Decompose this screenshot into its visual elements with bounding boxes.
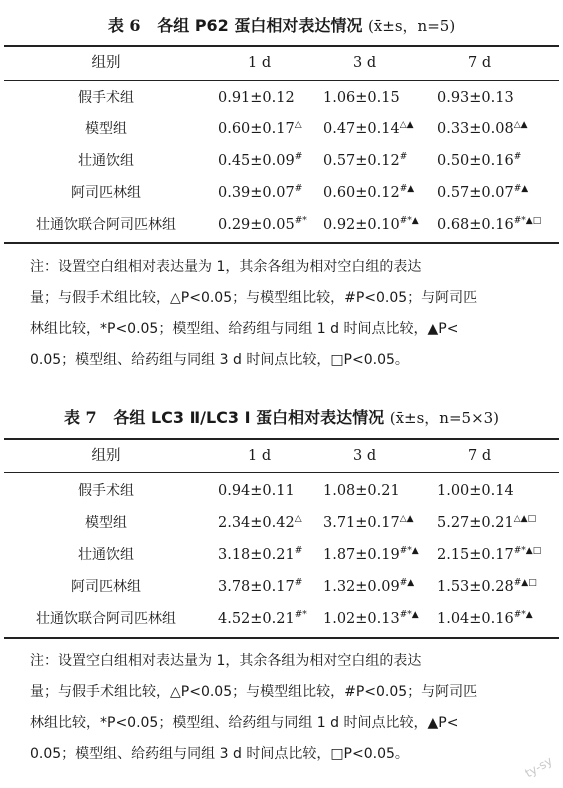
significance-mark: △▲ xyxy=(399,120,414,131)
header-day-3: 7 d xyxy=(468,55,492,71)
value-cell-d7 xyxy=(437,545,541,565)
significance-mark: △ xyxy=(294,514,302,525)
value: 1.04±0.16 xyxy=(437,611,514,627)
value-cell-d7 xyxy=(437,183,528,203)
significance-mark: # xyxy=(294,184,303,195)
value: 1.06±0.15 xyxy=(323,90,400,106)
row-group-label: 壮通饮联合阿司匹林组 xyxy=(36,217,176,233)
significance-mark: #*▲ xyxy=(399,610,419,621)
value: 0.60±0.12 xyxy=(323,185,400,201)
significance-mark: #▲ xyxy=(513,184,529,195)
significance-mark: △▲ xyxy=(513,120,528,131)
value: 2.15±0.17 xyxy=(437,547,514,563)
value-cell-d7 xyxy=(437,151,521,171)
value-cell-d3 xyxy=(323,151,407,171)
value-cell-d3 xyxy=(323,577,414,597)
value: 4.52±0.21 xyxy=(218,611,295,627)
value-cell-d1 xyxy=(218,215,307,235)
table6-title: 各组 P62 蛋白相对表达情况 xyxy=(157,16,363,35)
value: 0.29±0.05 xyxy=(218,217,295,233)
row-group-label: 阿司匹林组 xyxy=(71,185,141,201)
value-cell-d1 xyxy=(218,481,295,501)
row-group-label: 阿司匹林组 xyxy=(71,579,141,595)
value-cell-d1 xyxy=(218,183,302,203)
value-cell-d3 xyxy=(323,215,419,235)
value-cell-d1 xyxy=(218,88,295,108)
table7-bottom-rule xyxy=(4,637,559,639)
table7-note xyxy=(30,646,545,770)
row-group-label: 模型组 xyxy=(85,121,127,137)
significance-mark: # xyxy=(399,152,408,163)
value-cell-d1 xyxy=(218,577,302,597)
table6-number: 表 6 xyxy=(107,16,141,35)
value-cell-d7 xyxy=(437,577,537,597)
header-day-2: 3 d xyxy=(353,448,377,464)
header-day-2: 3 d xyxy=(353,55,377,71)
value-cell-d3 xyxy=(323,513,414,533)
note-line: 量；与假手术组比较，△P<0.05；与模型组比较，#P<0.05；与阿司匹 xyxy=(30,684,478,700)
value: 0.39±0.07 xyxy=(218,185,295,201)
value-cell-d1 xyxy=(218,151,302,171)
table6-note xyxy=(30,252,545,376)
header-day-3: 7 d xyxy=(468,448,492,464)
value-cell-d3 xyxy=(323,88,400,108)
note-line: 注：设置空白组相对表达量为 1，其余各组为相对空白组的表达 xyxy=(30,653,422,669)
value-cell-d1 xyxy=(218,119,302,139)
table7-caption xyxy=(0,405,563,428)
row-group-label: 壮通饮联合阿司匹林组 xyxy=(36,611,176,627)
table7-title: 各组 LC3 Ⅱ/LC3 Ⅰ 蛋白相对表达情况 xyxy=(113,408,385,427)
value-cell-d1 xyxy=(218,609,307,629)
significance-mark: △ xyxy=(294,120,302,131)
value-cell-d1 xyxy=(218,513,302,533)
significance-mark: # xyxy=(513,152,522,163)
value: 0.94±0.11 xyxy=(218,483,295,499)
value-cell-d3 xyxy=(323,609,419,629)
header-day-1: 1 d xyxy=(248,448,272,464)
table6-caption xyxy=(0,13,563,36)
value: 0.57±0.12 xyxy=(323,153,400,169)
table6-stat: (x̄±s，n=5) xyxy=(367,17,456,35)
value-cell-d7 xyxy=(437,513,536,533)
table7-number: 表 7 xyxy=(63,408,97,427)
significance-mark: #* xyxy=(294,610,307,621)
row-group-label: 壮通饮组 xyxy=(78,153,134,169)
note-line: 林组比较，*P<0.05；模型组、给药组与同组 1 d 时间点比较，▲P< xyxy=(30,321,459,337)
table6-bottom-rule xyxy=(4,242,559,244)
value: 0.45±0.09 xyxy=(218,153,295,169)
significance-mark: #* xyxy=(294,216,307,227)
value-cell-d7 xyxy=(437,481,514,501)
value-cell-d3 xyxy=(323,545,419,565)
note-line: 量；与假手术组比较，△P<0.05；与模型组比较，#P<0.05；与阿司匹 xyxy=(30,290,478,306)
significance-mark: # xyxy=(294,578,303,589)
value-cell-d7 xyxy=(437,215,541,235)
value-cell-d7 xyxy=(437,88,514,108)
significance-mark: #*▲□ xyxy=(513,546,542,557)
watermark: ty-sy xyxy=(522,753,555,781)
value: 2.34±0.42 xyxy=(218,515,295,531)
row-group-label: 假手术组 xyxy=(78,90,134,106)
table7-stat: (x̄±s，n=5×3) xyxy=(389,409,500,427)
value-cell-d3 xyxy=(323,481,400,501)
table6-top-rule xyxy=(4,45,559,47)
note-line: 0.05；模型组、给药组与同组 3 d 时间点比较，□P<0.05。 xyxy=(30,352,409,368)
value: 0.93±0.13 xyxy=(437,90,514,106)
value: 3.78±0.17 xyxy=(218,579,295,595)
table7-top-rule xyxy=(4,438,559,440)
value-cell-d1 xyxy=(218,545,302,565)
value: 3.18±0.21 xyxy=(218,547,295,563)
table7-header-rule xyxy=(4,472,559,473)
significance-mark: #*▲ xyxy=(513,610,533,621)
significance-mark: △▲□ xyxy=(513,514,537,525)
significance-mark: #▲ xyxy=(399,184,415,195)
value: 1.87±0.19 xyxy=(323,547,400,563)
row-group-label: 假手术组 xyxy=(78,483,134,499)
value: 0.33±0.08 xyxy=(437,121,514,137)
significance-mark: #*▲ xyxy=(399,216,419,227)
significance-mark: #▲□ xyxy=(513,578,537,589)
header-group: 组别 xyxy=(91,55,121,71)
value: 0.91±0.12 xyxy=(218,90,295,106)
value-cell-d3 xyxy=(323,119,414,139)
value: 1.08±0.21 xyxy=(323,483,400,499)
value: 0.50±0.16 xyxy=(437,153,514,169)
value-cell-d3 xyxy=(323,183,414,203)
row-group-label: 壮通饮组 xyxy=(78,547,134,563)
row-group-label: 模型组 xyxy=(85,515,127,531)
significance-mark: #*▲□ xyxy=(513,216,542,227)
value: 1.32±0.09 xyxy=(323,579,400,595)
value: 0.92±0.10 xyxy=(323,217,400,233)
header-day-1: 1 d xyxy=(248,55,272,71)
value: 5.27±0.21 xyxy=(437,515,514,531)
value: 0.60±0.17 xyxy=(218,121,295,137)
significance-mark: # xyxy=(294,152,303,163)
value: 1.02±0.13 xyxy=(323,611,400,627)
table6-header-rule xyxy=(4,80,559,81)
value: 1.00±0.14 xyxy=(437,483,514,499)
significance-mark: #*▲ xyxy=(399,546,419,557)
value-cell-d7 xyxy=(437,609,533,629)
value: 0.68±0.16 xyxy=(437,217,514,233)
value: 0.47±0.14 xyxy=(323,121,400,137)
note-line: 注：设置空白组相对表达量为 1，其余各组为相对空白组的表达 xyxy=(30,259,422,275)
header-group: 组别 xyxy=(91,448,121,464)
significance-mark: #▲ xyxy=(399,578,415,589)
note-line: 0.05；模型组、给药组与同组 3 d 时间点比较，□P<0.05。 xyxy=(30,746,409,762)
value: 1.53±0.28 xyxy=(437,579,514,595)
value: 0.57±0.07 xyxy=(437,185,514,201)
significance-mark: # xyxy=(294,546,303,557)
value: 3.71±0.17 xyxy=(323,515,400,531)
note-line: 林组比较，*P<0.05；模型组、给药组与同组 1 d 时间点比较，▲P< xyxy=(30,715,459,731)
significance-mark: △▲ xyxy=(399,514,414,525)
value-cell-d7 xyxy=(437,119,528,139)
